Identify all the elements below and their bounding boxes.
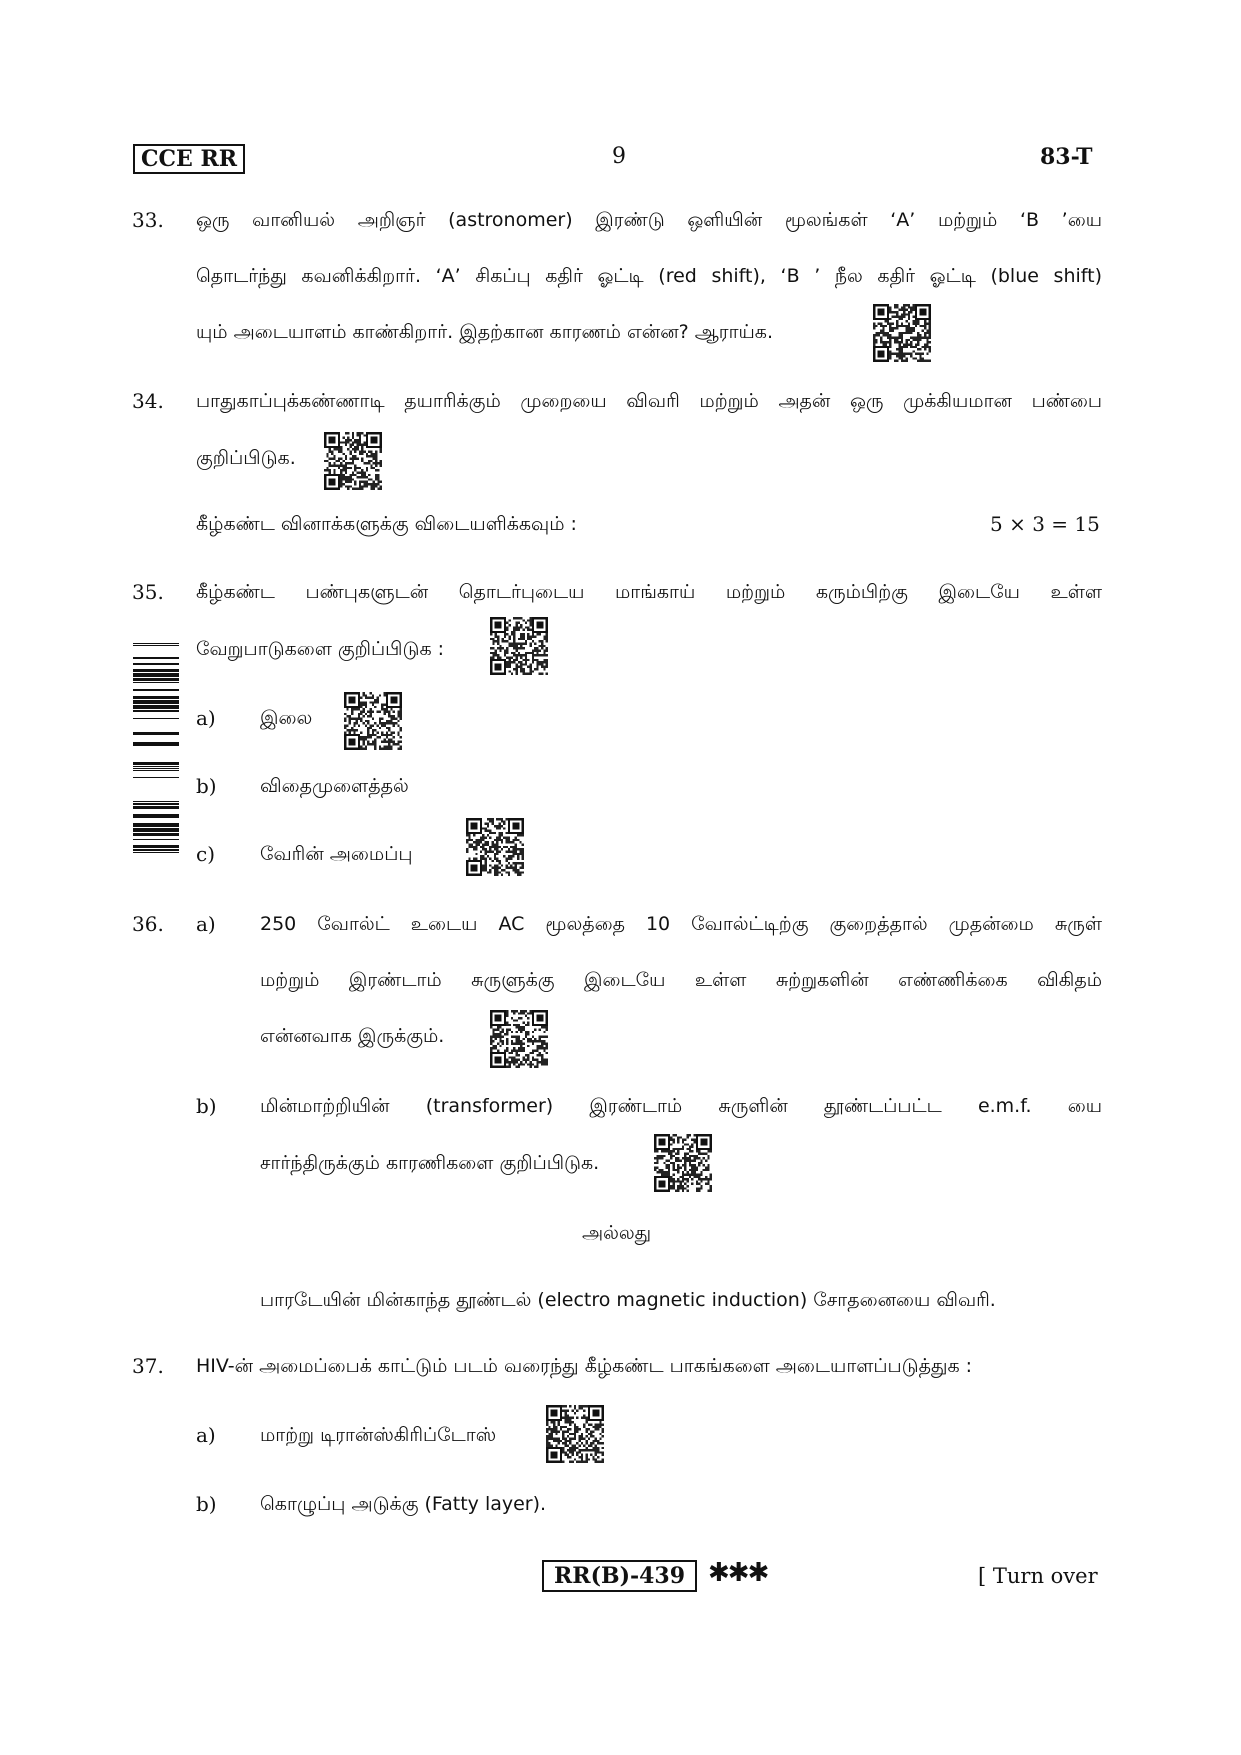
qr-code [546,1405,604,1463]
q37-a-text: மாற்று டிரான்ஸ்கிரிப்டோஸ் [260,1424,497,1446]
turn-over: [ Turn over [978,1564,1098,1588]
q37-a-label: a) [196,1423,216,1447]
q35-a-text: இலை [260,707,313,729]
qr-pattern [546,1405,604,1463]
barcode-graphic [133,640,179,854]
qr-code [490,1010,548,1068]
qr-pattern [873,304,931,362]
qr-pattern [490,617,548,675]
q34-line2: குறிப்பிடுக. [196,447,296,469]
q36-a-line1: 250 வோல்ட் உடைய AC மூலத்தை 10 வோல்ட்டிற்கு குறைத்தால் முதன்மை சுருள் [260,913,1102,935]
q37-b-text: கொழுப்பு அடுக்கு (Fatty layer). [260,1493,547,1515]
q37-number: 37. [132,1354,164,1378]
qr-pattern [344,692,402,750]
q35-line2: வேறுபாடுகளை குறிப்பிடுக : [196,638,445,660]
q33-line1: ஒரு வானியல் அறிஞர் (astronomer) இரண்டு ஒளியின் மூலங்கள் ‘A’ மற்றும் ‘B ’யை [196,209,1102,231]
qr-pattern [490,1010,548,1068]
footer-code: RR(B)-439 [542,1560,697,1592]
q34-number: 34. [132,389,164,413]
q33-line3: யும் அடையாளம் காண்கிறார். இதற்கான காரணம் என்ன? ஆராய்க. [196,321,774,343]
qr-pattern [654,1134,712,1192]
page-number: 9 [612,144,626,169]
q35-c-label: c) [196,842,216,866]
q36-a-line2: மற்றும் இரண்டாம் சுருளுக்கு இடையே உள்ள சுற்றுகளின் எண்ணிக்கை விகிதம் [260,969,1102,991]
footer-stars: ✱✱✱ [708,1558,768,1588]
q36-or: அல்லது [582,1222,652,1244]
q35-line1: கீழ்கண்ட பண்புகளுடன் தொடர்புடைய மாங்காய் மற்றும் கரும்பிற்கு இடையே உள்ள [196,581,1102,603]
q35-b-text: விதைமுளைத்தல் [260,775,409,797]
qr-pattern [466,818,524,876]
header-right-code: 83-T [1040,144,1093,170]
header-left-code: CCE RR [133,144,245,174]
q35-a-label: a) [196,706,216,730]
q36-b-line2: சார்ந்திருக்கும் காரணிகளை குறிப்பிடுக. [260,1152,600,1174]
section-marks: 5 × 3 = 15 [990,512,1100,536]
q33-number: 33. [132,208,164,232]
qr-code [654,1134,712,1192]
qr-code [324,432,382,490]
qr-code [344,692,402,750]
q36-a-label: a) [196,912,216,936]
q36-b-label: b) [196,1094,217,1118]
qr-pattern [324,432,382,490]
q33-line2: தொடர்ந்து கவனிக்கிறார். ‘A’ சிகப்பு கதிர் ஓட்டி (red shift), ‘B ’ நீல கதிர் ஓட்டி (blue shift) [196,265,1102,287]
barcode [133,640,179,854]
qr-code [873,304,931,362]
q35-number: 35. [132,580,164,604]
section-instruction: கீழ்கண்ட வினாக்களுக்கு விடையளிக்கவும் : [196,513,577,535]
q36-b-line1: மின்மாற்றியின் (transformer) இரண்டாம் சுருளின் தூண்டப்பட்ட e.m.f. யை [260,1095,1102,1117]
qr-code [490,617,548,675]
q37-b-label: b) [196,1492,217,1516]
q36-alt: பாரடேயின் மின்காந்த தூண்டல் (electro magnetic induction) சோதனையை விவரி. [260,1289,996,1311]
qr-code [466,818,524,876]
q35-b-label: b) [196,774,217,798]
q36-number: 36. [132,912,164,936]
q37-line1: HIV-ன் அமைப்பைக் காட்டும் படம் வரைந்து கீழ்கண்ட பாகங்களை அடையாளப்படுத்துக : [196,1355,973,1377]
q34-line1: பாதுகாப்புக்கண்ணாடி தயாரிக்கும் முறையை விவரி மற்றும் அதன் ஒரு முக்கியமான பண்பை [196,390,1102,412]
q35-c-text: வேரின் அமைப்பு [260,843,413,865]
q36-a-line3: என்னவாக இருக்கும். [260,1025,445,1047]
